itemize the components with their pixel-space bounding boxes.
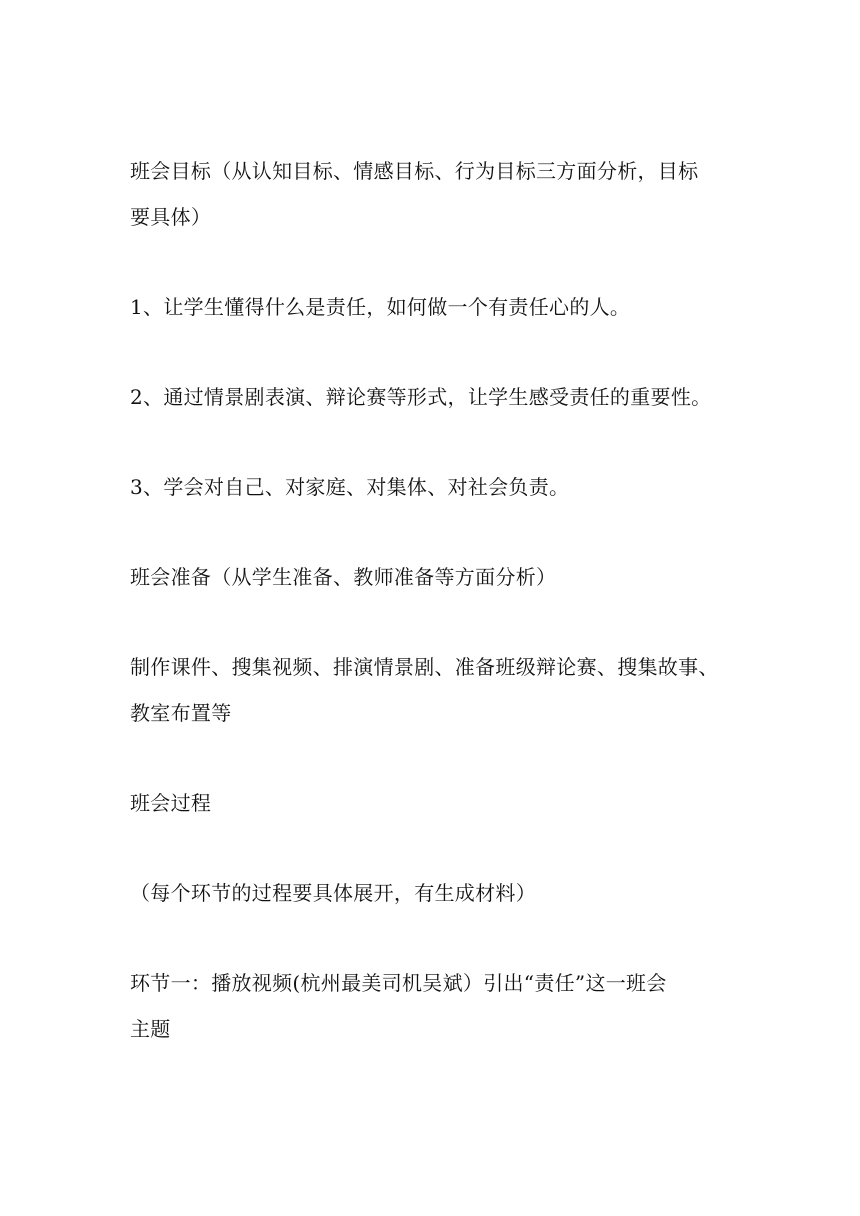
step-one-line-2: 主题	[130, 1017, 171, 1041]
goal-item-1: 1、让学生懂得什么是责任，如何做一个有责任心的人。	[130, 295, 631, 319]
preparation-heading: 班会准备（从学生准备、教师准备等方面分析）	[130, 565, 557, 589]
process-note: （每个环节的过程要具体展开，有生成材料）	[130, 881, 536, 905]
goal-heading-line-2: 要具体）	[130, 205, 212, 229]
process-heading: 班会过程	[130, 791, 212, 815]
step-one-line-1: 环节一：播放视频(杭州最美司机吴斌）引出“责任”这一班会	[130, 971, 667, 995]
goal-item-2: 2、通过情景剧表演、辩论赛等形式，让学生感受责任的重要性。	[130, 385, 712, 409]
preparation-text-line-1: 制作课件、搜集视频、排演情景剧、准备班级辩论赛、搜集故事、	[130, 655, 719, 679]
preparation-text-line-2: 教室布置等	[130, 701, 232, 725]
goal-heading-line-1: 班会目标（从认知目标、情感目标、行为目标三方面分析，目标	[130, 159, 699, 183]
goal-item-3: 3、学会对自己、对家庭、对集体、对社会负责。	[130, 475, 570, 499]
